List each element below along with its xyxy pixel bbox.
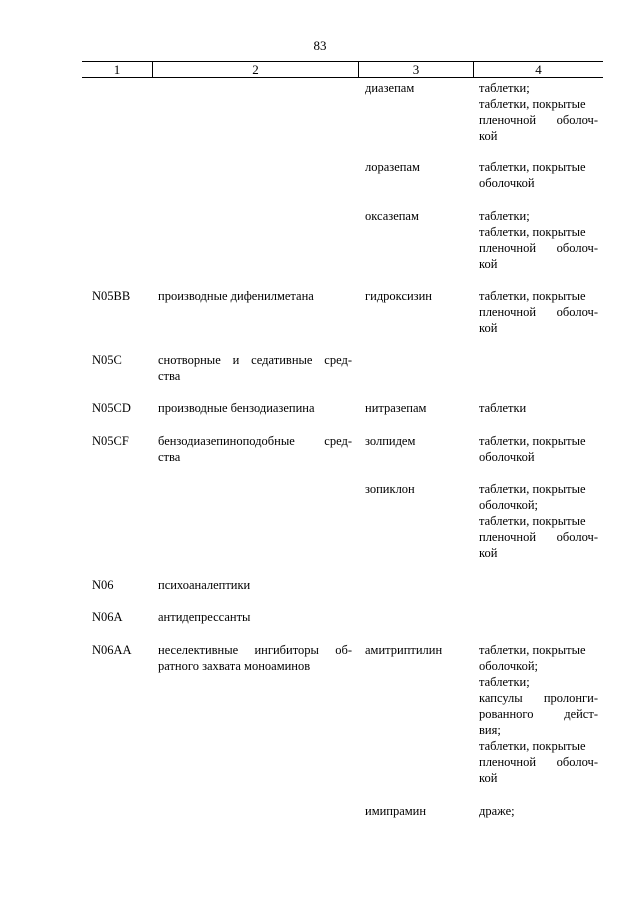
drug-name: золпидем (365, 434, 416, 448)
dosage-form-line: таблетки, покрытые (479, 482, 586, 496)
dosage-form-line: кой (479, 321, 498, 335)
drug-name: имипрамин (365, 804, 427, 818)
dosage-form (479, 288, 598, 336)
atc-code: N06AA (92, 643, 132, 657)
dosage-form-line: таблетки, покрытые (479, 514, 586, 528)
dosage-form (479, 400, 598, 416)
anatomical-group-line: психоаналептики (158, 578, 251, 592)
dosage-form-line: оболочкой (479, 450, 535, 464)
dosage-form (479, 80, 598, 144)
drug-name: нитразепам (365, 401, 427, 415)
atc-code: N05CD (92, 401, 131, 415)
anatomical-group-line: производные дифенилметана (158, 289, 314, 303)
anatomical-group (158, 433, 352, 465)
dosage-form-line: таблетки, покрытые (479, 434, 586, 448)
anatomical-group-line: неселективные ингибиторы об- (158, 643, 352, 657)
dosage-form (479, 208, 598, 272)
dosage-form-line: пленочной оболоч- (479, 530, 598, 544)
anatomical-group (158, 577, 352, 593)
header-column-1: 1 (113, 62, 121, 77)
dosage-form-line: кой (479, 257, 498, 271)
dosage-form (479, 433, 598, 465)
dosage-form-line: таблетки; (479, 675, 530, 689)
drug-name: амитриптилин (365, 643, 443, 657)
dosage-form-line: пленочной оболоч- (479, 755, 598, 769)
header-column-3: 3 (412, 62, 420, 77)
drug-name: диазепам (365, 81, 415, 95)
drug-name: лоразепам (365, 160, 420, 174)
anatomical-group (158, 609, 352, 625)
dosage-form-line: кой (479, 129, 498, 143)
atc-code: N05C (92, 353, 122, 367)
anatomical-group-line: ратного захвата моноаминов (158, 659, 311, 673)
dosage-form-line: пленочной оболоч- (479, 305, 598, 319)
dosage-form-line: таблетки, покрытые (479, 225, 586, 239)
anatomical-group-line: антидепрессанты (158, 610, 251, 624)
page-number: 83 (313, 38, 327, 53)
dosage-form-line: таблетки; (479, 209, 530, 223)
table-header-bottom-rule (82, 77, 603, 78)
anatomical-group-line: снотворные и седативные сред- (158, 353, 352, 367)
atc-code: N05BB (92, 289, 131, 303)
dosage-form (479, 803, 598, 819)
dosage-form-line: таблетки; (479, 81, 530, 95)
atc-code: N06 (92, 578, 114, 592)
anatomical-group (158, 288, 352, 304)
dosage-form-line: оболочкой; (479, 498, 538, 512)
anatomical-group (158, 642, 352, 674)
drug-name: оксазепам (365, 209, 419, 223)
dosage-form-line: капсулы пролонги- (479, 691, 598, 705)
atc-code: N05CF (92, 434, 129, 448)
dosage-form-line: таблетки, покрытые (479, 97, 586, 111)
drug-name: зопиклон (365, 482, 415, 496)
dosage-form-line: таблетки, покрытые (479, 289, 586, 303)
anatomical-group-line: ства (158, 369, 181, 383)
dosage-form-line: пленочной оболоч- (479, 241, 598, 255)
header-column-4: 4 (535, 62, 542, 77)
anatomical-group-line: ства (158, 450, 181, 464)
dosage-form-line: оболочкой; (479, 659, 538, 673)
dosage-form-line: таблетки, покрытые (479, 739, 586, 753)
dosage-form-line: кой (479, 546, 498, 560)
dosage-form (479, 159, 598, 191)
dosage-form-line: таблетки, покрытые (479, 643, 586, 657)
dosage-form-line: драже; (479, 804, 515, 818)
dosage-form (479, 642, 598, 786)
dosage-form-line: кой (479, 771, 498, 785)
dosage-form-line: таблетки, покрытые (479, 160, 586, 174)
dosage-form (479, 481, 598, 561)
anatomical-group (158, 352, 352, 384)
anatomical-group-line: бензодиазепиноподобные сред- (158, 434, 352, 448)
anatomical-group (158, 400, 352, 416)
dosage-form-line: пленочной оболоч- (479, 113, 598, 127)
dosage-form-line: таблетки (479, 401, 527, 415)
dosage-form-line: вия; (479, 723, 501, 737)
atc-code: N06A (92, 610, 123, 624)
drug-name: гидроксизин (365, 289, 432, 303)
anatomical-group-line: производные бензодиазепина (158, 401, 315, 415)
dosage-form-line: оболочкой (479, 176, 535, 190)
header-column-2: 2 (252, 62, 259, 77)
dosage-form-line: рованного дейст- (479, 707, 598, 721)
